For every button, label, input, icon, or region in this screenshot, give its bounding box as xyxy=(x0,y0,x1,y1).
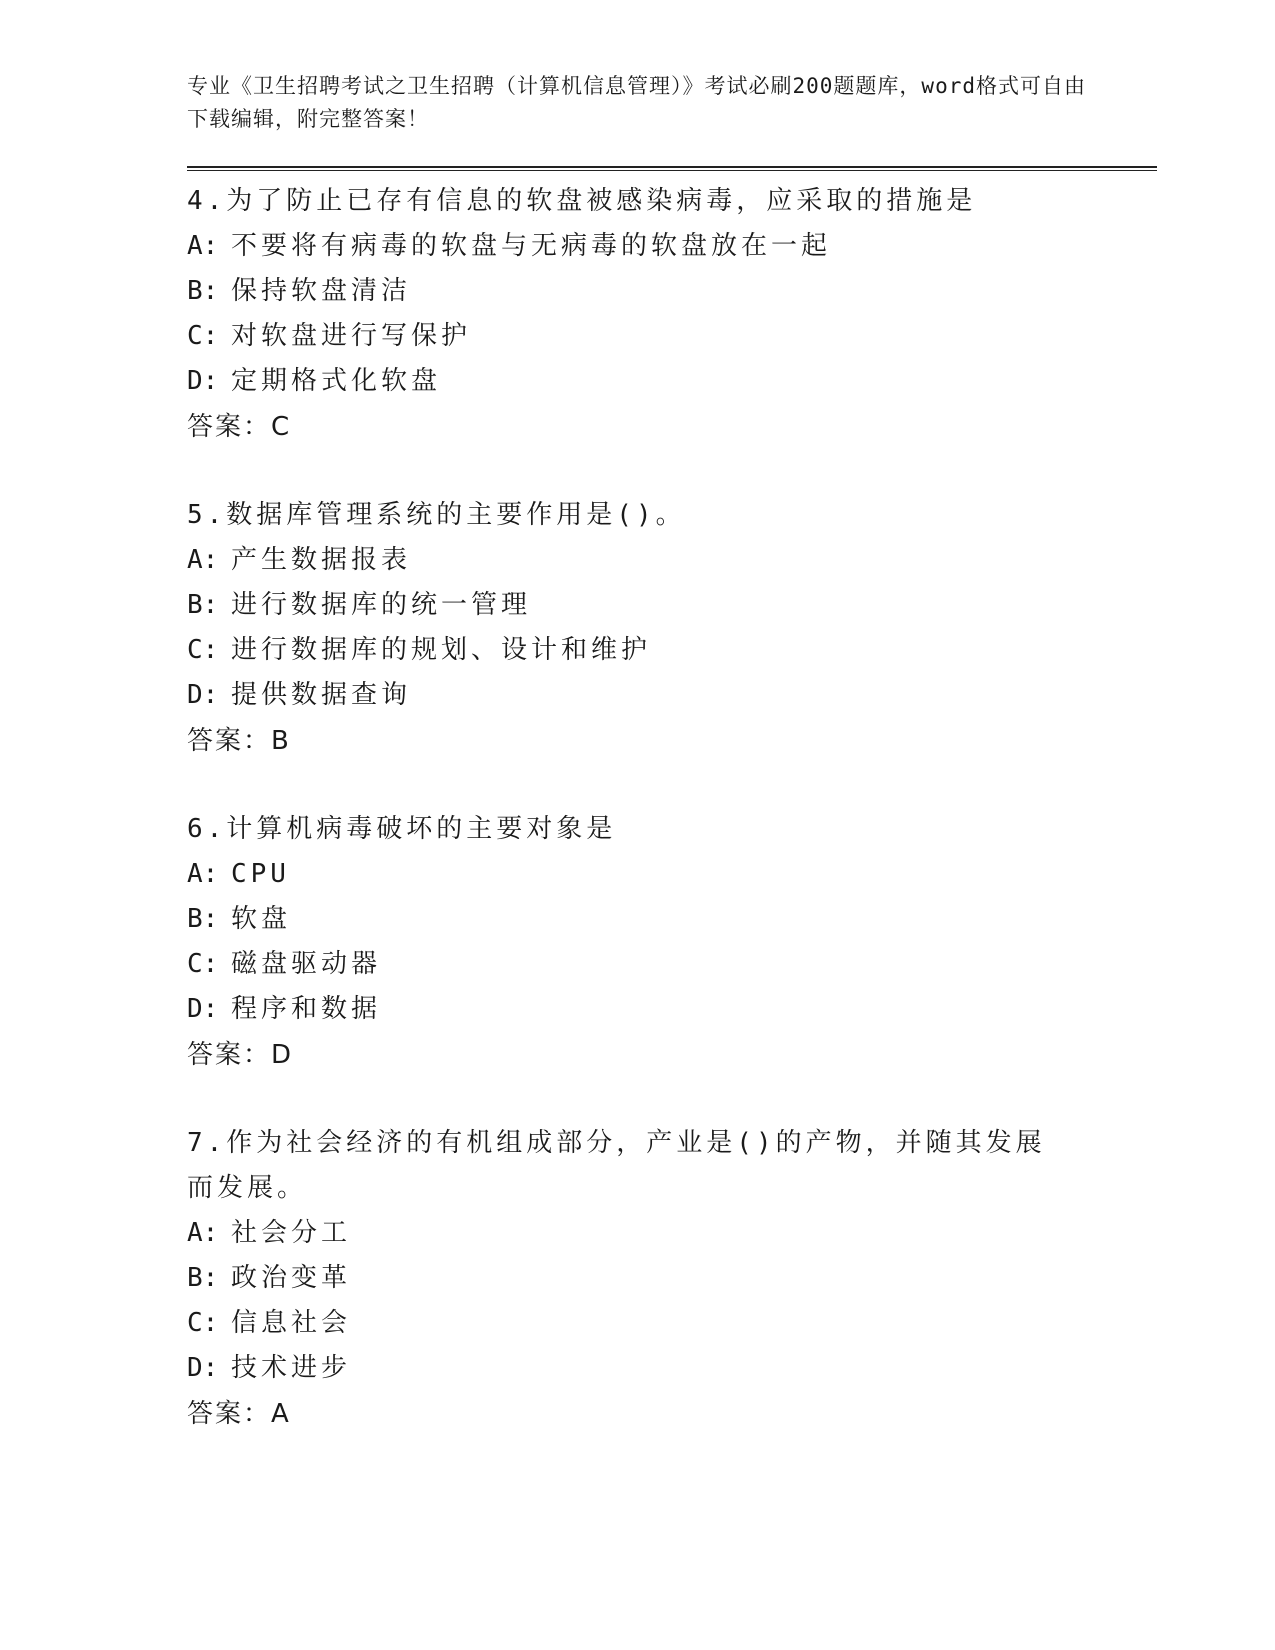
answer-line: 答案：D xyxy=(187,1040,294,1070)
option-key: D: xyxy=(187,366,219,396)
answer-line: 答案：B xyxy=(187,726,291,756)
question-block xyxy=(187,807,1157,1078)
option-b xyxy=(187,583,1157,628)
option-text: 不要将有病毒的软盘与无病毒的软盘放在一起 xyxy=(231,231,832,261)
option-key: A: xyxy=(187,1218,219,1248)
option-text: 保持软盘清洁 xyxy=(231,276,412,306)
option-key: D: xyxy=(187,994,219,1024)
option-a xyxy=(187,224,1157,269)
option-key: B: xyxy=(187,276,219,306)
option-key: C: xyxy=(187,949,219,979)
option-key: D: xyxy=(187,1353,219,1383)
option-d xyxy=(187,1346,1157,1391)
option-key: A: xyxy=(187,859,219,889)
option-c xyxy=(187,314,1157,359)
document-header: 专业《卫生招聘考试之卫生招聘（计算机信息管理）》考试必刷200题题库，word格式可自由下载编辑，附完整答案！ xyxy=(187,74,1086,131)
header-divider xyxy=(187,166,1157,171)
question-block xyxy=(187,1121,1157,1437)
question-stem: 4.为了防止已存有信息的软盘被感染病毒，应采取的措施是 xyxy=(187,186,977,216)
option-text: 软盘 xyxy=(231,904,292,934)
option-text: 提供数据查询 xyxy=(231,680,412,710)
option-key: B: xyxy=(187,590,219,620)
option-a xyxy=(187,538,1157,583)
option-c xyxy=(187,628,1157,673)
option-d xyxy=(187,987,1157,1032)
answer-line: 答案：A xyxy=(187,1399,291,1429)
option-text: 进行数据库的规划、设计和维护 xyxy=(231,635,652,665)
option-text: 政治变革 xyxy=(231,1263,352,1293)
answer-line: 答案：C xyxy=(187,412,292,442)
option-key: A: xyxy=(187,231,219,261)
option-text: 技术进步 xyxy=(231,1353,352,1383)
document-page xyxy=(187,70,1157,1437)
option-text: 程序和数据 xyxy=(231,994,382,1024)
option-d xyxy=(187,359,1157,404)
question-stem: 6.计算机病毒破坏的主要对象是 xyxy=(187,814,617,844)
option-text: CPU xyxy=(231,859,290,889)
option-b xyxy=(187,269,1157,314)
option-d xyxy=(187,673,1157,718)
option-c xyxy=(187,1301,1157,1346)
option-text: 信息社会 xyxy=(231,1308,352,1338)
option-text: 进行数据库的统一管理 xyxy=(231,590,532,620)
option-key: B: xyxy=(187,1263,219,1293)
question-block xyxy=(187,179,1157,450)
option-text: 产生数据报表 xyxy=(231,545,412,575)
option-a xyxy=(187,1211,1157,1256)
option-key: A: xyxy=(187,545,219,575)
option-key: D: xyxy=(187,680,219,710)
option-key: B: xyxy=(187,904,219,934)
question-stem: 7.作为社会经济的有机组成部分，产业是()的产物，并随其发展而发展。 xyxy=(187,1128,1046,1203)
option-a xyxy=(187,852,1157,897)
option-text: 对软盘进行写保护 xyxy=(231,321,472,351)
question-block xyxy=(187,493,1157,764)
option-key: C: xyxy=(187,1308,219,1338)
option-c xyxy=(187,942,1157,987)
option-key: C: xyxy=(187,321,219,351)
option-text: 磁盘驱动器 xyxy=(231,949,382,979)
option-key: C: xyxy=(187,635,219,665)
question-stem: 5.数据库管理系统的主要作用是()。 xyxy=(187,500,686,530)
option-b xyxy=(187,897,1157,942)
option-b xyxy=(187,1256,1157,1301)
option-text: 社会分工 xyxy=(231,1218,352,1248)
option-text: 定期格式化软盘 xyxy=(231,366,442,396)
